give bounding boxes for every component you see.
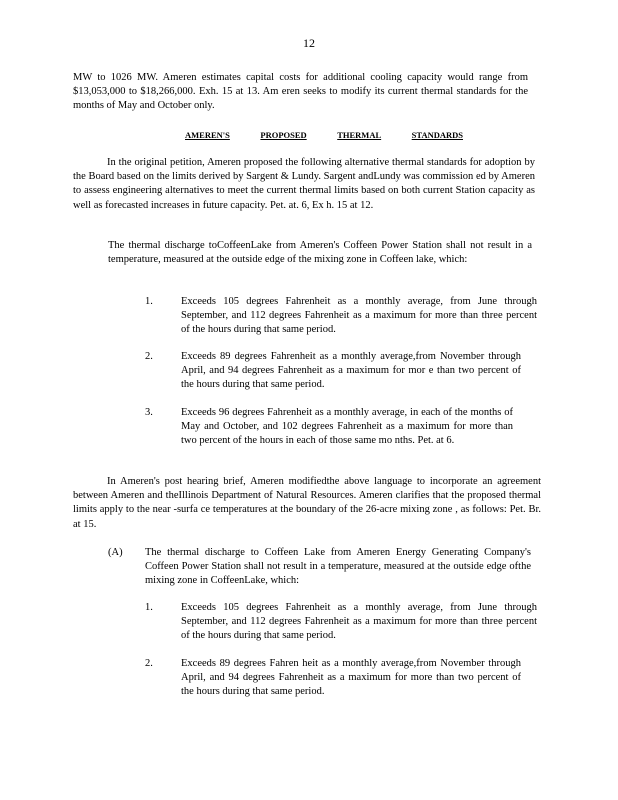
- list-item-text: Exceeds 105 degrees Fahrenheit as a monthly average, from June through September, and 112 degrees Fahrenheit as a maximum for more than three percent of the hours during that same period.: [181, 602, 537, 642]
- heading-word: THERMAL: [337, 130, 382, 140]
- heading-word: AMEREN'S: [185, 130, 230, 140]
- list-item-text: Exceeds 96 degrees Fahrenheit as a monthly average, in each of the months of May and October, and 102 degrees Fahrenheit as a maximum for more than two percent of the hours in each of those same mo nths. Pet. at 6.: [181, 407, 513, 447]
- heading-word: STANDARDS: [411, 130, 463, 140]
- quote-intro: The thermal discharge toCoffeenLake from Ameren's Coffeen Power Station shall not result in a temperature, measured at the outside edge of the mixing zone in Coffeen lake, which:: [108, 240, 532, 266]
- paragraph-post-hearing: In Ameren's post hearing brief, Ameren modifiedthe above language to incorporate an agreement between Ameren and theIllinois Department of Natural Resources. Ameren clarifies that the proposed thermal limits apply to the near -surfa ce temperatures at the boundary of the 26-acre mixing zone , as follows: Pet. Br. at 15.: [73, 476, 541, 530]
- quote-label: (A): [108, 547, 123, 558]
- list-number: 2.: [145, 351, 153, 362]
- heading-word: PROPOSED: [260, 130, 307, 140]
- list-number: 1.: [145, 296, 153, 307]
- list-number: 1.: [145, 602, 153, 613]
- list-number: 3.: [145, 407, 153, 418]
- list-item-text: Exceeds 89 degrees Fahrenheit as a monthly average,from November through April, and 94 degrees Fahrenheit as a maximum for mor e than two percent of the hours during that same period.: [181, 351, 521, 391]
- quote-text: The thermal discharge to Coffeen Lake from Ameren Energy Generating Company's Coffeen Power Station shall not result in a temperature, measured at the outside edge ofthe mixing zone in CoffeenLake, which:: [145, 547, 531, 587]
- list-number: 2.: [145, 658, 153, 669]
- list-item-text: Exceeds 89 degrees Fahren heit as a monthly average,from November through April, and 94 degrees Fahrenheit as a maximum for more than two percent of the hours during that same period.: [181, 658, 521, 698]
- paragraph-cooling-costs: MW to 1026 MW. Ameren estimates capital costs for additional cooling capacity would range from $13,053,000 to $18,266,000. Exh. 15 at 13. Am eren seeks to modify its current thermal standards for the months of May and October only.: [73, 72, 528, 112]
- paragraph-original-petition: In the original petition, Ameren proposed the following alternative thermal standards for adoption by the Board based on the limits derived by Sargent & Lundy. Sargent andLundy was commission ed by Ameren to assess engineering alternatives to meet the current thermal limits based on both current Station capacity as well as forecasted increases in future capacity. Pet. at. 6, Ex h. 15 at 12.: [73, 157, 535, 211]
- section-heading: [185, 130, 463, 140]
- page-number: 12: [303, 36, 315, 50]
- list-item-text: Exceeds 105 degrees Fahrenheit as a monthly average, from June through September, and 112 degrees Fahrenheit as a maximum for more than three percent of the hours during that same period.: [181, 296, 537, 336]
